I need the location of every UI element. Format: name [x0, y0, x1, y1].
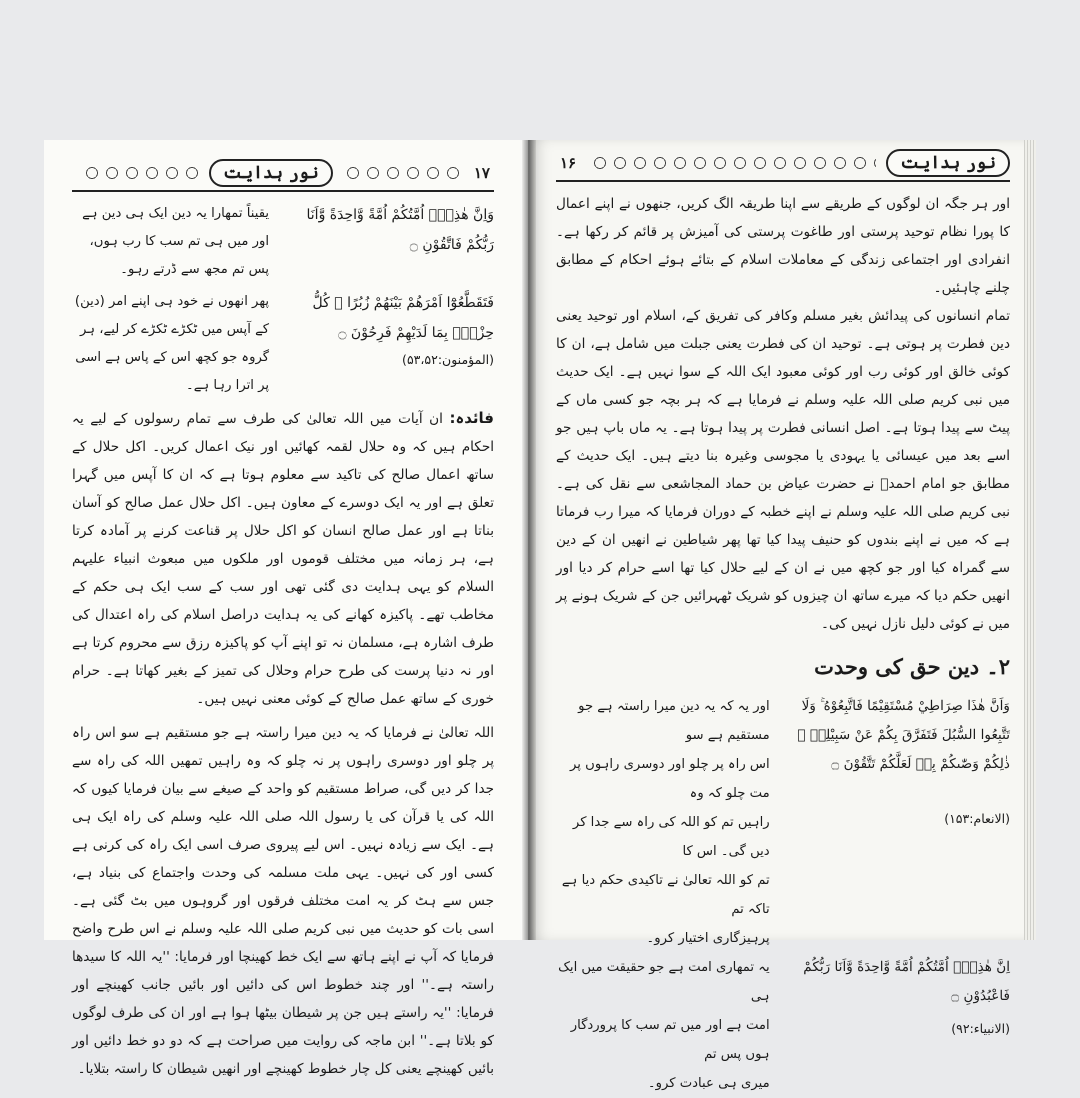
body-paragraph: اور ہر جگہ ان لوگوں کے طریقے سے اپنا طریقہ الگ کریں، جنھوں نے اپنے اعمال کا پورا نظام توحید پرستی اور طاغوت پرستی کی آمیزش پر قائم کر رکھا ہے۔ انفرادی اور اجتماعی زندگی کے معاملات اسلام کے بتائے ہوئے احکام کے مطابق چلنے چاہئیں۔: [556, 196, 1010, 296]
verse-arabic-line: فَاعْبُدُوْنِ ۝: [951, 988, 1010, 1004]
verse-arabic-line: تَتَّبِعُوا السُّبُلَ فَتَفَرَّقَ بِكُمْ عَنْ سَبِيْلِهٖ ۭ: [797, 727, 1010, 743]
verse-translation-line: پرہیزگاری اختیار کرو۔: [646, 931, 770, 946]
faida-paragraph: [72, 404, 494, 713]
verse-reference: (الانبیاء:۹۲): [951, 1021, 1010, 1036]
page-number: ۱۷: [473, 164, 490, 182]
verse-translation-line: میری ہی عبادت کرو۔: [647, 1076, 770, 1091]
section-heading: ۲۔ دین حق کی وحدت: [814, 654, 1010, 679]
body-paragraph: تمام انسانوں کی پیدائش بغیر مسلم وکافر کی تفریق کے، اسلام اور توحید یعنی دین فطرت پر ہوتی ہے۔ توحید ان کی فطرت یعنی جبلت میں شامل ہے، ان کا کوئی خالق اور کوئی رب اور کوئی معبود ایک اللہ کے سوا نہیں ہے۔ ایک حدیث میں نبی کریم صلی اللہ علیہ وسلم نے فرمایا ہے کہ ہر بچہ جو کسی ماں کے پیٹ سے پیدا ہوتا ہے۔ اصل انسانی فطرت پر پیدا ہوتا ہے۔ یہ ماں باپ ہیں جو اسے بعد میں عیسائی یا یہودی یا مجوسی وغیرہ بنا دیتے ہیں۔ ایک حدیث کے مطابق جو امام احمدؒ نے حضرت عیاض بن حماد المجاشعی سے نقل کی ہے۔ نبی کریم صلی اللہ علیہ وسلم نے اپنے خطبہ کے دوران فرمایا کہ میرا رب فرماتا ہے کہ میں نے اپنے بندوں کو حنیف پیدا کیا تھا پھر شیاطین نے انھیں ان کے دین سے گمراہ کیا اور جو کچھ میں نے ان کے لیے حلال کیا تھا اسے حرام کر دیا اور انھیں حکم دیا کہ میرے ساتھ ان چیزوں کو شریک ٹھہرائیں جن کے شریک ہونے پر میں نے کوئی دلیل نازل نہیں کی۔: [556, 308, 1010, 632]
verse-arabic: فَتَقَطَّعُوْٓا اَمْرَهُمْ بَيْنَهُمْ زُبُرًا ۭ كُلُّ حِزْبٍۢ بِمَا لَدَيْهِمْ فَرِحُوْنَ ۝: [312, 295, 494, 341]
verse-translation-line: اس راہ پر چلو اور دوسری راہوں پر مت چلو کہ وہ: [570, 757, 770, 801]
verse-translation-line: اور یہ کہ یہ دین میرا راستہ ہے جو مستقیم ہے سو: [578, 699, 770, 743]
verse-arabic-column: [786, 953, 1010, 1098]
right-page-header: [556, 146, 1010, 182]
open-book: [44, 140, 1036, 1091]
verse-reference: (المؤمنون:۵۳،۵۲): [402, 352, 494, 367]
header-ornament: [590, 154, 876, 172]
verse-arabic-line: وَاَنَّ هٰذَا صِرَاطِيْ مُسْتَقِيْمًا فَاتَّبِعُوْهُ ۚ وَلَا: [801, 698, 1010, 714]
verse-translation: پھر انھوں نے خود ہی اپنے امر (دین) کے آپس میں ٹکڑے ٹکڑے کر لیے، ہر گروہ جو کچھ اس کے پاس ہے اسی پر اترا رہا ہے۔: [74, 294, 270, 393]
verse-block: [72, 288, 494, 400]
verse-arabic-column: [786, 692, 1010, 953]
faida-label: فائدہ:: [449, 409, 494, 427]
verse-arabic-line: اِنَّ هٰذِهٖٓ اُمَّتُكُمْ اُمَّةً وَّاحِدَةً وَّاَنَا رَبُّكُمْ: [803, 959, 1010, 975]
header-ornament: [343, 164, 460, 182]
page-number: ۱۶: [560, 154, 577, 172]
left-page-header: [72, 156, 494, 192]
verse-translation-line: امت ہے اور میں تم سب کا پروردگار ہوں پس تم: [570, 1018, 770, 1062]
verse-block: [556, 692, 1010, 953]
header-ornament: [82, 164, 199, 182]
left-page: [44, 140, 528, 1077]
verse-arabic: وَاِنَّ هٰذِهٖٓ اُمَّتُكُمْ اُمَّةً وَّاحِدَةً وَّاَنَا رَبُّكُمْ فَاتَّقُوْنِ ۝: [306, 207, 494, 253]
page-edges: [1024, 140, 1036, 940]
book-header-title: نور ہدایت: [209, 159, 333, 187]
verse-translation-line: یہ تمھاری امت ہے جو حقیقت میں ایک ہی: [558, 960, 770, 1004]
verse-translation-column: [556, 953, 770, 1098]
book-header-title: نور ہدایت: [886, 149, 1010, 177]
verse-translation-line: راہیں تم کو اللہ کی راہ سے جدا کر دیں گی۔ اس کا: [572, 815, 770, 859]
verse-translation-column: [556, 692, 770, 953]
verse-block: [72, 200, 494, 284]
right-page: [528, 140, 1036, 1091]
body-paragraph: اللہ تعالیٰ نے فرمایا کہ یہ دین میرا راستہ ہے جو مستقیم ہے سو اس راہ پر چلو اور دوسری راہوں پر نہ چلو کہ وہ راہیں تمھیں اللہ کی راہ سے جدا کر دیں گی، صراط مستقیم کو واحد کے صیغے سے بیان فرمایا کیوں کہ اللہ کی یا قرآن کی یا رسول اللہ صلی اللہ علیہ وسلم کی راہ ایک ہی ہے۔ ایک سے زیادہ نہیں۔ اس لیے پیروی صرف اسی ایک راہ کی کرنی ہے کسی اور کی نہیں۔ یہی ملت مسلمہ کی وحدت واجتماع کی بنیاد ہے، جس سے ہٹ کر یہ امت مختلف فرقوں اور گروہوں میں بٹ گئی ہے۔ اسی بات کو حدیث میں نبی کریم صلی اللہ علیہ وسلم نے اس طرح واضح فرمایا کہ آپ نے اپنے ہاتھ سے ایک خط کھینچا اور فرمایا: ''یہ اللہ کا سیدھا راستہ ہے۔'' اور چند خطوط اس کی دائیں اور بائیں جانب کھینچے اور فرمایا: ''یہ راستے ہیں جن پر شیطان بیٹھا ہوا ہے اور ان کی طرف لوگوں کو بلاتا ہے۔'' ابن ماجہ کی روایت میں صراحت ہے کہ دو دو خط دائیں اور بائیں کھینچے یعنی کل چار خطوط کھینچے اور انھیں شیطان کا راستہ بتلایا۔: [72, 725, 494, 1077]
verse-arabic-line: ذٰلِكُمْ وَصّٰىكُمْ بِهٖ لَعَلَّكُمْ تَتَّقُوْنَ ۝: [831, 756, 1010, 772]
faida-text: ان آیات میں اللہ تعالیٰ کی طرف سے تمام رسولوں کے لیے یہ احکام ہیں کہ وہ حلال لقمہ کھائیں اور نیک اعمال کریں۔ اکل حلال کے ساتھ اعمال صالح کی تاکید سے معلوم ہوتا ہے کہ ان کا آپس میں گہرا تعلق ہے اور یہ ایک دوسرے کے معاون ہیں۔ اکل حلال عمل صالح کو آسان بناتا ہے اور عمل صالح انسان کو اکل حلال پر قناعت کرنے پر آمادہ کرتا ہے، ہر زمانہ میں مختلف قوموں اور ملکوں میں مبعوث انبیاء علیہم السلام کو یہی ہدایت دی گئی تھی اور سب کے سب ایک ہی حکم کے مخاطب تھے۔ پاکیزہ کھانے کی یہ ہدایت دراصل اسلام کی راہ اعتدال کی طرف اشارہ ہے، مسلمان نہ تو اپنے آپ کو پاکیزہ رزق سے محروم کرتا ہے اور نہ دنیا پرست کی طرح حرام وحلال کی تمیز کے بغیر کھاتا ہے۔ حرام خوری کے ساتھ عمل صالح کے کوئی معنی نہیں ہیں۔: [72, 411, 494, 707]
verse-translation: یقیناً تمھارا یہ دین ایک ہی دین ہے اور میں ہی تم سب کا رب ہوں، پس تم مجھ سے ڈرتے رہو۔: [82, 206, 270, 277]
book-spine-shadow: [522, 140, 536, 940]
verse-reference: (الانعام:۱۵۳): [944, 811, 1010, 826]
verse-translation-line: تم کو اللہ تعالیٰ نے تاکیدی حکم دیا ہے تاکہ تم: [561, 873, 770, 917]
verse-block: [556, 953, 1010, 1098]
